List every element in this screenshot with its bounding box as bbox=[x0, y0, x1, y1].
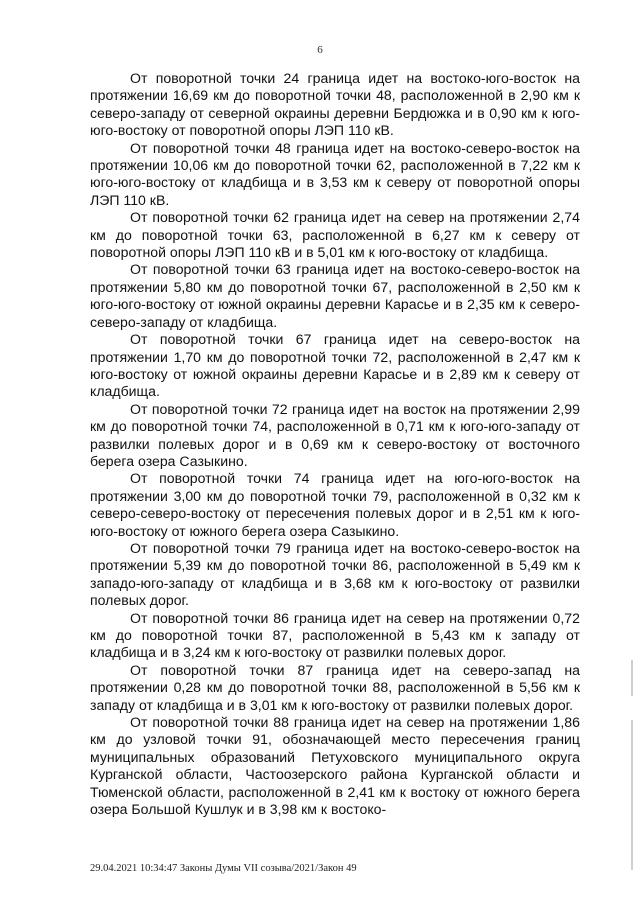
paragraph: От поворотной точки 72 граница идет на восток на протяжении 2,99 км до поворотной точки 74, расположенной в 0,71 км к юго-юго-западу от развилки полевых дорог и в 0,69 км к северо-востоку от восточного берега озера Сазыкино. bbox=[90, 400, 580, 469]
paragraph: От поворотной точки 87 граница идет на северо-запад на протяжении 0,28 км до поворотной точки 88, расположенной в 5,56 км к западу от кладбища и в 3,01 км к юго-востоку от развилки полевых дорог. bbox=[90, 661, 580, 713]
paragraph: От поворотной точки 88 граница идет на север на протяжении 1,86 км до узловой точки 91, обозначающей место пересечения границ муниципальных образований Петуховского муниципального округа Курганской области, Частоозерского района Курганской области и Тюменской области, расположенной в 2,41 км к востоку от южного берега озера Большой Кушлук и в 3,98 км к востоко- bbox=[90, 714, 580, 818]
paragraph: От поворотной точки 24 граница идет на востоко-юго-восток на протяжении 16,69 км до поворотной точки 48, расположенной в 2,90 км к северо-западу от северной окраины деревни Бердюжка и в 0,90 км к юго-юго-востоку от поворотной опоры ЛЭП 110 кВ. bbox=[90, 70, 580, 139]
paragraph: От поворотной точки 63 граница идет на востоко-северо-восток на протяжении 5,80 км до поворотной точки 67, расположенной в 2,50 км к юго-юго-востоку от южной окраины деревни Карасье и в 2,35 км к северо-северо-западу от кладбища. bbox=[90, 261, 580, 330]
paragraph: От поворотной точки 48 граница идет на востоко-северо-восток на протяжении 10,06 км до поворотной точки 62, расположенной в 7,22 км к юго-юго-востоку от кладбища и в 3,53 км к северу от поворотной опоры ЛЭП 110 кВ. bbox=[90, 139, 580, 208]
paragraph: От поворотной точки 67 граница идет на северо-восток на протяжении 1,70 км до поворотной точки 72, расположенной в 2,47 км к юго-востоку от южной окраины деревни Карасье и в 2,89 км к северу от кладбища. bbox=[90, 331, 580, 400]
footer-stamp: 29.04.2021 10:34:47 Законы Думы VII созыва/2021/Закон 49 bbox=[90, 863, 357, 874]
paragraph: От поворотной точки 79 граница идет на востоко-северо-восток на протяжении 5,39 км до поворотной точки 86, расположенной в 5,49 км к западо-юго-западу от кладбища и в 3,68 км к юго-востоку от развилки полевых дорог. bbox=[90, 539, 580, 609]
document-body bbox=[90, 70, 580, 818]
margin-scan-mark bbox=[631, 660, 633, 696]
paragraph: От поворотной точки 62 граница идет на север на протяжении 2,74 км до поворотной точки 63, расположенной в 6,27 км к северу от поворотной опоры ЛЭП 110 кВ и в 5,01 км к юго-востоку от кладбища. bbox=[90, 209, 580, 261]
page-number: 6 bbox=[317, 44, 323, 56]
paragraph: От поворотной точки 86 граница идет на север на протяжении 0,72 км до поворотной точки 87, расположенной в 5,43 км к западу от кладбища и в 3,24 км к юго-востоку от развилки полевых дорог. bbox=[90, 609, 580, 661]
margin-scan-mark bbox=[631, 720, 633, 870]
paragraph: От поворотной точки 74 граница идет на юго-юго-восток на протяжении 3,00 км до поворотной точки 79, расположенной в 0,32 км к северо-северо-востоку от пересечения полевых дорог и в 2,51 км к юго-юго-востоку от южного берега озера Сазыкино. bbox=[90, 470, 580, 539]
